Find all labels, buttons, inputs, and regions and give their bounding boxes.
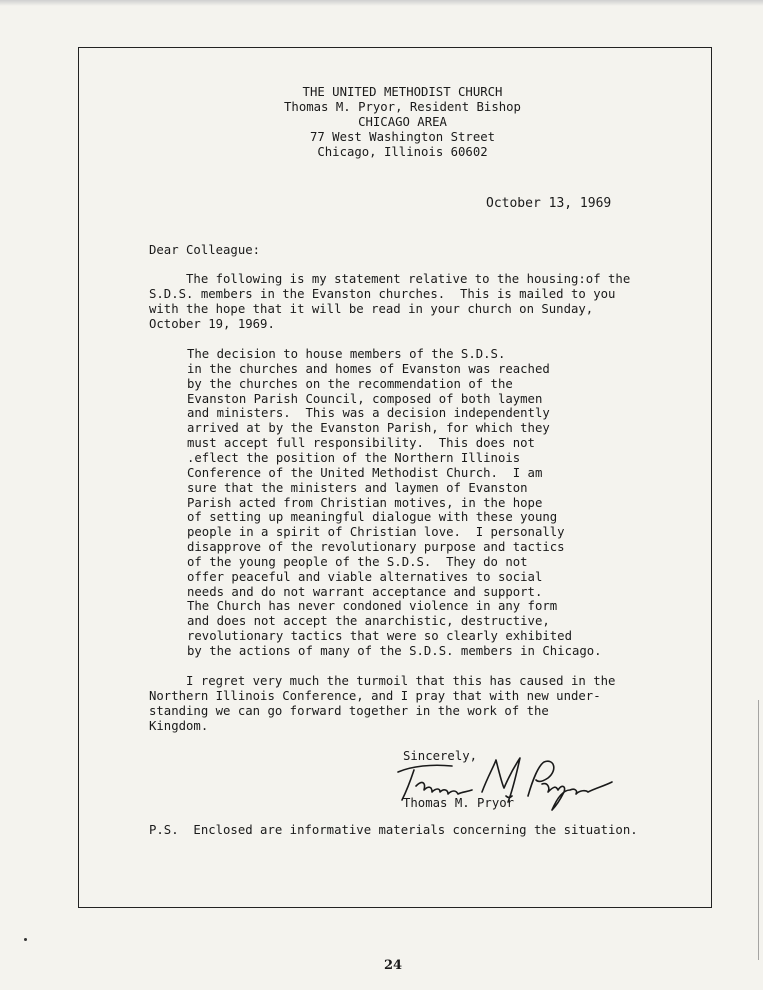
letterhead-street: 77 West Washington Street <box>309 130 496 144</box>
closing-line: I regret very much the turmoil that this has caused in the <box>149 674 616 688</box>
statement-line: The Church has never condoned violence in any form <box>187 599 558 614</box>
intro-line: S.D.S. members in the Evanston churches. This is mailed to you <box>149 287 616 301</box>
letter-date: October 13, 1969 <box>486 196 612 211</box>
scan-edge-right <box>758 700 759 960</box>
letterhead-org: THE UNITED METHODIST CHURCH <box>302 85 503 99</box>
statement-line: The decision to house members of the S.D.S. <box>187 347 506 361</box>
letterhead-bishop: Thomas M. Pryor, Resident Bishop <box>284 100 521 114</box>
salutation: Dear Colleague: <box>149 243 261 257</box>
statement-line: Evanston Parish Council, composed of both laymen <box>187 391 543 406</box>
closing-line: standing we can go forward together in the work of the <box>149 704 549 718</box>
intro-line: October 19, 1969. <box>149 317 275 331</box>
statement-line: in the churches and homes of Evanston was reached <box>187 361 550 376</box>
statement-line: of the young people of the S.D.S. They do not <box>187 554 528 569</box>
closing-line: Northern Illinois Conference, and I pray that with new under- <box>149 689 601 703</box>
scan-speck <box>24 938 27 941</box>
statement-line: by the actions of many of the S.D.S. members in Chicago. <box>187 644 602 658</box>
scan-edge <box>0 0 763 6</box>
statement-line: offer peaceful and viable alternatives to social <box>187 569 543 584</box>
statement-line: disapprove of the revolutionary purpose and tactics <box>187 540 565 555</box>
statement-line: by the churches on the recommendation of the <box>187 376 513 391</box>
statement-line: revolutionary tactics that were so clearly exhibited <box>187 629 572 644</box>
postscript: P.S. Enclosed are informative materials concerning the situation. <box>149 823 638 837</box>
statement-line: and ministers. This was a decision independently <box>187 406 550 421</box>
signer-name: Thomas M. Pryor <box>403 796 515 810</box>
statement-line: and does not accept the anarchistic, destructive, <box>187 614 550 629</box>
statement-line: of setting up meaningful dialogue with these young <box>187 510 558 525</box>
statement-line: people in a spirit of Christian love. I personally <box>187 525 565 540</box>
valediction: Sincerely, <box>403 749 478 763</box>
letterhead-area: CHICAGO AREA <box>358 115 447 129</box>
statement-line: arrived at by the Evanston Parish, for which they <box>187 421 550 436</box>
intro-line: The following is my statement relative to the housing:of the <box>149 272 631 286</box>
statement-line: .eflect the position of the Northern Illinois <box>187 450 521 465</box>
closing-line: Kingdom. <box>149 719 209 733</box>
statement-line: needs and do not warrant acceptance and support. <box>187 584 543 599</box>
intro-line: with the hope that it will be read in your church on Sunday, <box>149 302 594 316</box>
statement-line: must accept full responsibility. This does not <box>187 436 535 451</box>
page-number: 24 <box>384 958 403 973</box>
letterhead-city: Chicago, Illinois 60602 <box>317 145 488 159</box>
statement-line: Parish acted from Christian motives, in the hope <box>187 495 543 510</box>
statement-line: sure that the ministers and laymen of Evanston <box>187 480 528 495</box>
statement-line: Conference of the United Methodist Church. I am <box>187 465 543 480</box>
